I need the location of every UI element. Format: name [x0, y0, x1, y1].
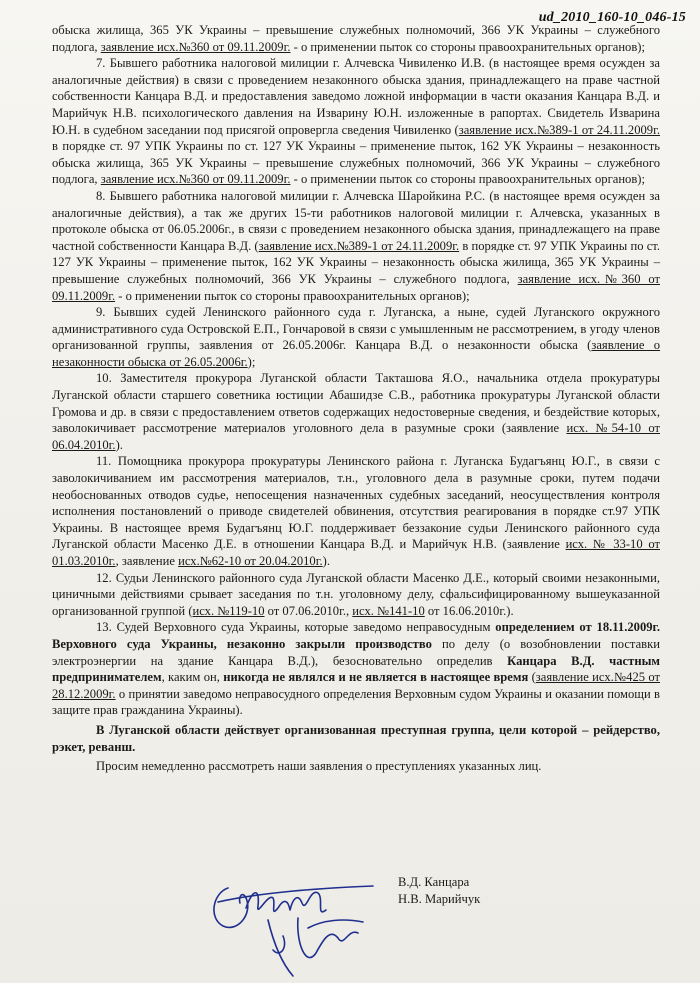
reference-link: заявление исх.№389-1 от 24.11.2009г.	[458, 122, 660, 137]
signatory-names	[398, 874, 480, 908]
text: от 16.06.2010г.).	[424, 603, 514, 618]
text: - о применении пыток со стороны правоохранительных органов);	[290, 172, 645, 187]
text: о принятии заведомо неправосудного определения Верховным судом Украины и оказании помощи в защите прав гражданина Украины).	[52, 686, 660, 718]
text: 9. Бывших судей Ленинского районного суда г. Луганска, а ныне, судей Луганского окружного административного суда Островской Е.П., Гончаровой в связи с умышленным не рассмотрением, в угоду членов организованной группы, заявления от 26.05.2006г. Канцара В.Д. о незаконности обыска (	[52, 305, 660, 353]
text: );	[247, 354, 256, 369]
reference-link: исх. № 33-10 от 01.03.2010г.	[52, 537, 660, 568]
text: по делу (о возобновлении поставки электроэнергии на здание Канцара В.Д.), безосновательно определив	[52, 636, 660, 668]
text: 8. Бывшего работника налоговой милиции г. Алчевска Шаройкина Р.С. (в настоящее время осужден за аналогичные действия), а так же других 15-ти работников налоговой милиции г. Алчевска, указанных в протоколе обыска от 06.05.2006г., в связи с проведением незаконного обыска здания, принадлежащего на праве частной собственности Канцара В.Д. (	[52, 188, 660, 253]
text: от 07.06.2010г.,	[264, 603, 353, 618]
text: (	[528, 670, 536, 685]
reference-link: заявление о незаконности обыска от 26.05.2006г.	[52, 338, 661, 369]
text: , заявление	[115, 554, 179, 568]
text: в порядке ст. 97 УПК Украины по ст. 127 УК Украины – применение пыток, 162 УК Украины – незаконность обыска жилища, 365 УК Украины – превышение служебных полномочий, 366 УК Украины – служебного подлога,	[52, 238, 660, 286]
paragraph-13	[52, 619, 660, 719]
reference-link: исх. №141-10	[352, 603, 425, 618]
text: 13. Судей Верховного суда Украины, которые заведомо неправосудным	[96, 620, 496, 635]
bold-text: определением от 18.11.2009г. Верховного суда Украины, незаконно закрыли производство	[52, 620, 660, 651]
signature-block	[0, 838, 700, 978]
text: в порядке ст. 97 УПК Украины по ст. 127 УК Украины – применение пыток, 162 УК Украины – незаконность обыска жилища, 365 УК Украины – превышение служебных полномочий, 366 УК Украины – служебного подлога,	[52, 139, 660, 187]
text: , каким он,	[161, 670, 224, 685]
reference-link: исх.№62-10 от 20.04.2010г.	[178, 554, 323, 568]
request-statement: Просим немедленно рассмотреть наши заявления о преступлениях указанных лиц.	[96, 759, 542, 774]
text: 12. Судьи Ленинского районного суда Луганской области Масенко Д.Е., который своими незаконными, циничными действиями срывает заседания по т.н. уголовному делу, сфальсифицированному вышеуказанной организованной группой (	[52, 570, 660, 618]
reference-link: заявление исх.№360 от 09.11.2009г.	[52, 271, 660, 303]
text: обыска жилища, 365 УК Украины – превышение служебных полномочий, 366 УК Украины – служебного подлога,	[52, 23, 660, 54]
text: 10. Заместителя прокурора Луганской области Такташова Я.О., начальника отдела прокуратуры Луганской области старшего советника юстиции Абашидзе С.В., работника прокуратуры Луганской области Громова и др. в связи с предоставлением ответов содержащих недостоверные сведения, и бездействие которых, заволокичивает рассмотрение материалов уголовного дела в разумные сроки (заявление	[52, 371, 660, 436]
reference-link: исх. №119-10	[192, 603, 265, 618]
paragraph-9	[52, 304, 660, 370]
document-body	[52, 22, 660, 775]
signatory-name: В.Д. Канцара	[398, 875, 470, 889]
text: - о применении пыток со стороны правоохранительных органов);	[115, 288, 470, 303]
handwritten-signature	[198, 858, 388, 983]
paragraph-6-continuation	[52, 22, 660, 55]
text: - о применении пыток со стороны правоохранительных органов);	[290, 39, 645, 54]
text: 7. Бывшего работника налоговой милиции г. Алчевска Чивиленко И.В. (в настоящее время осужден за аналогичные действия) в связи с проведением незаконного обыска здания, принадлежащего на праве частной собственности Канцара В.Д. и предоставления заведомо ложной информации в части оказания Канцара В.Д. и Марийчук Н.В. психологического давления на Изварину Ю.Н. изложенные в рапортах. Свидетель Изварина Ю.Н. в судебном заседании под присягой опровергла сведения Чивиленко (	[52, 56, 660, 137]
paragraph-11	[52, 453, 660, 569]
bold-text: Канцара В.Д. частным предпринимателем	[52, 653, 660, 685]
text: ).	[322, 554, 330, 568]
signatory-name: Н.В. Марийчук	[398, 892, 481, 906]
bold-text: никогда не являлся и не является в настоящее время	[223, 670, 529, 685]
paragraph-8	[52, 188, 660, 304]
reference-link: исх. №54-10 от 06.04.2010г.	[52, 421, 660, 452]
reference-link: заявление исх.№360 от 09.11.2009г.	[100, 172, 291, 187]
reference-link: заявление исх.№425 от 28.12.2009г.	[52, 670, 660, 701]
reference-link: заявление исх.№360 от 09.11.2009г.	[100, 39, 291, 54]
text: 11. Помощника прокурора прокуратуры Ленинского района г. Луганска Будагъянц Ю.Г., в связи с заволокичиванием им рассмотрения материалов, т.н., уголовного дела в разумные сроки, путем подачи необоснованных отводов судье, непосещения назначенных судебных заседаний, неосуществления контроля исполнения постановлений о приводе свидетелей обвинения, отсутствия реагирования в порядке ст.97 УПК Украины. В настоящее время Будагъянц Ю.Г. поддерживает беззаконие судьи Ленинского районного суда Луганской области Масенко Д.Е. в отношении Канцара В.Д. и Марийчук Н.В. (заявление	[52, 454, 660, 552]
conclusion-statement	[52, 722, 660, 755]
text: ).	[115, 437, 123, 452]
paragraph-12	[52, 570, 660, 620]
document-id-stamp: ud_2010_160-10_046-15	[538, 10, 686, 25]
reference-link: заявление исх.№389-1 от 24.11.2009г.	[258, 238, 460, 253]
conclusion-text: В Луганской области действует организованная преступная группа, цели которой – рейдерство, рэкет, реванш.	[52, 722, 660, 754]
paragraph-10	[52, 370, 660, 453]
paragraph-7	[52, 55, 660, 188]
